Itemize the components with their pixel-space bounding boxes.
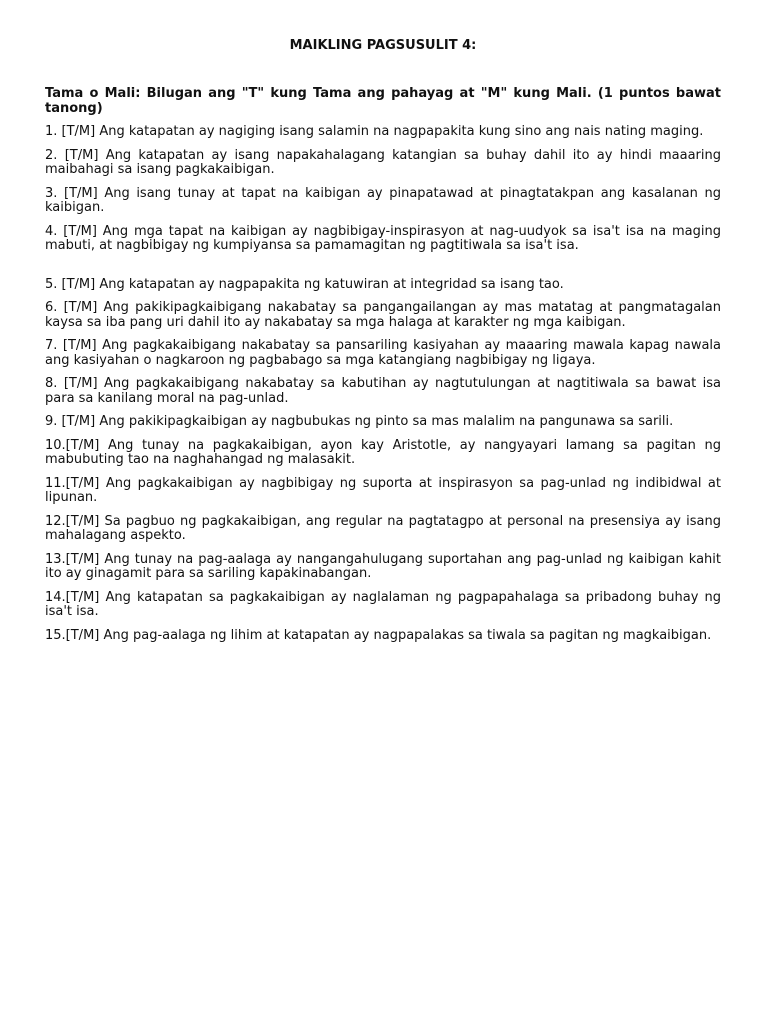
question-item-6: 6. [T/M] Ang pakikipagkaibigang nakabatay sa pangangailangan ay mas matatag at pangmatagalan kaysa sa iba pang uri dahil ito ay nakabatay sa mga halaga at karakter ng mga kaibigan. xyxy=(45,300,721,330)
question-item-13: 13.[T/M] Ang tunay na pag-aalaga ay nangangahulugang suportahan ang pag-unlad ng kaibigan kahit ito ay ginagamit para sa sariling kapakinabangan. xyxy=(45,551,721,581)
question-item-4: 4. [T/M] Ang mga tapat na kaibigan ay nagbibigay-inspirasyon at nag-uudyok sa isa't isa na maging mabuti, at nagbibigay ng kumpiyansa sa pamamagitan ng pagtitiwala sa isa't isa. xyxy=(45,223,721,253)
document-page xyxy=(45,38,721,652)
question-item-9: 9. [T/M] Ang pakikipagkaibigan ay nagbubukas ng pinto sa mas malalim na pangunawa sa sarili. xyxy=(45,414,674,429)
question-item-7: 7. [T/M] Ang pagkakaibigang nakabatay sa pansariling kasiyahan ay maaaring mawala kapag nawala ang kasiyahan o nagkaroon ng pagbabago sa mga katangiang nagbibigay ng ligaya. xyxy=(45,338,721,368)
question-list xyxy=(45,125,721,643)
quiz-instructions: Tama o Mali: Bilugan ang "T" kung Tama ang pahayag at "M" kung Mali. (1 puntos bawat tanong) xyxy=(45,86,721,116)
question-item-1: 1. [T/M] Ang katapatan ay nagiging isang salamin na nagpapakita kung sino ang nais nating maging. xyxy=(45,124,704,139)
question-item-8: 8. [T/M] Ang pagkakaibigang nakabatay sa kabutihan ay nagtutulungan at nagtitiwala sa bawat isa para sa kanilang moral na pag-unlad. xyxy=(45,376,721,406)
question-item-11: 11.[T/M] Ang pagkakaibigan ay nagbibigay ng suporta at inspirasyon sa pag-unlad ng indibidwal at lipunan. xyxy=(45,475,721,505)
question-item-14: 14.[T/M] Ang katapatan sa pagkakaibigan ay naglalaman ng pagpapahalaga sa pribadong buhay ng isa't isa. xyxy=(45,589,721,619)
question-item-5: 5. [T/M] Ang katapatan ay nagpapakita ng katuwiran at integridad sa isang tao. xyxy=(45,276,564,292)
question-item-12: 12.[T/M] Sa pagbuo ng pagkakaibigan, ang regular na pagtatagpo at personal na presensiya ay isang mahalagang aspekto. xyxy=(45,513,721,543)
document-title: MAIKLING PAGSUSULIT 4: xyxy=(289,38,477,53)
question-item-10: 10.[T/M] Ang tunay na pagkakaibigan, ayon kay Aristotle, ay nangyayari lamang sa pagitan ng mabubuting tao na naghahangad ng malasakit. xyxy=(45,437,721,467)
question-item-15: 15.[T/M] Ang pag-aalaga ng lihim at katapatan ay nagpapalakas sa tiwala sa pagitan ng magkaibigan. xyxy=(45,627,712,643)
question-item-2: 2. [T/M] Ang katapatan ay isang napakahalagang katangian sa buhay dahil ito ay hindi maaaring maibahagi sa isang pagkakaibigan. xyxy=(45,147,721,177)
question-item-3: 3. [T/M] Ang isang tunay at tapat na kaibigan ay pinapatawad at pinagtatakpan ang kasalanan ng kaibigan. xyxy=(45,185,721,215)
